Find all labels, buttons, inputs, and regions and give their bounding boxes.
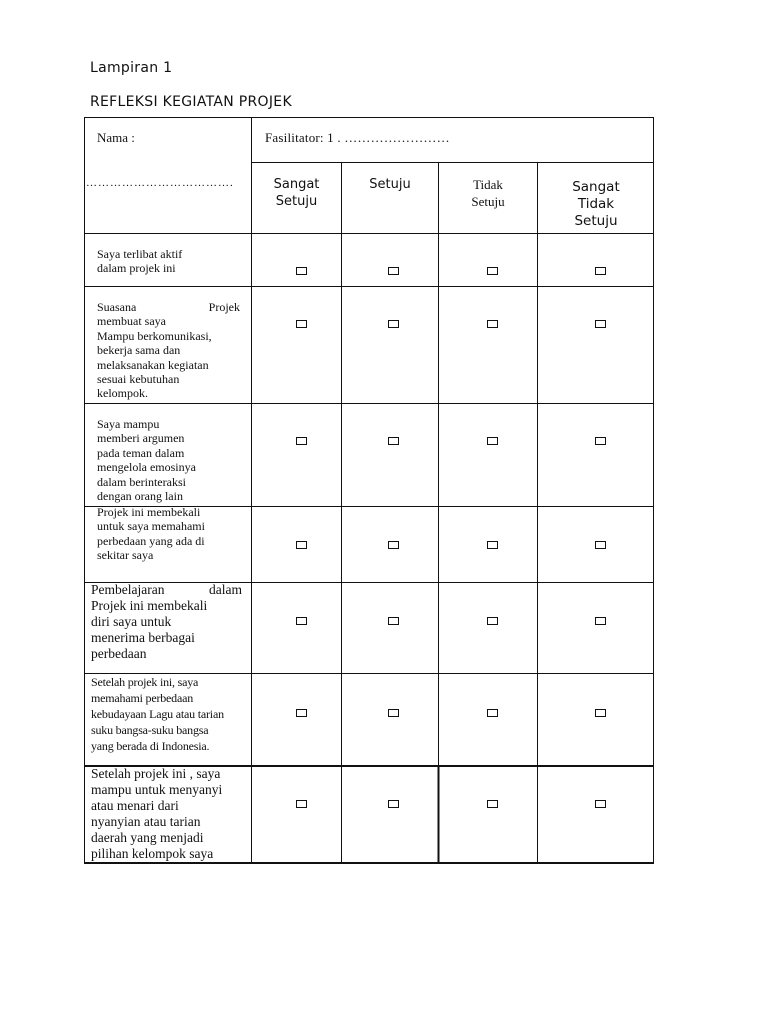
statement-line: perbedaan yang ada di bbox=[97, 533, 205, 548]
statement-line: dalam berinteraksi bbox=[97, 474, 186, 489]
column-header-line: Tidak bbox=[473, 177, 503, 192]
column-header-line: Sangat bbox=[273, 177, 320, 192]
checkbox-row1-sangat-tidak-setuju[interactable] bbox=[595, 267, 606, 275]
statement-line: Mampu berkomunikasi, bbox=[97, 328, 212, 343]
statement-line: membuat saya bbox=[97, 314, 166, 329]
statement-line: kebudayaan Lagu atau tarian bbox=[91, 707, 224, 721]
form-title: REFLEKSI KEGIATAN PROJEK bbox=[90, 94, 292, 110]
statement-1 bbox=[97, 247, 182, 276]
statement-line: melaksanakan kegiatan bbox=[97, 357, 209, 372]
checkbox-row2-tidak-setuju[interactable] bbox=[487, 320, 498, 328]
checkbox-row2-setuju[interactable] bbox=[388, 320, 399, 328]
statement-line: Suasana Projek bbox=[97, 300, 240, 314]
column-header-sangat-setuju bbox=[252, 176, 341, 210]
statement-line: perbedaan bbox=[91, 646, 147, 661]
statement-line: kelompok. bbox=[97, 386, 148, 401]
statement-line: menerima berbagai bbox=[91, 630, 195, 645]
statement-line: mampu untuk menyanyi bbox=[91, 782, 223, 797]
checkbox-row5-sangat-setuju[interactable] bbox=[296, 617, 307, 625]
statement-2 bbox=[97, 300, 240, 401]
checkbox-row1-sangat-setuju[interactable] bbox=[296, 267, 307, 275]
checkbox-row4-sangat-tidak-setuju[interactable] bbox=[595, 541, 606, 549]
statement-line: diri saya untuk bbox=[91, 614, 172, 629]
statement-5 bbox=[91, 582, 242, 662]
statement-4 bbox=[97, 505, 205, 563]
checkbox-row6-setuju[interactable] bbox=[388, 709, 399, 717]
checkbox-row5-sangat-tidak-setuju[interactable] bbox=[595, 617, 606, 625]
statement-line: sesuai kebutuhan bbox=[97, 372, 180, 387]
appendix-label: Lampiran 1 bbox=[90, 60, 173, 76]
column-header-line: Setuju bbox=[574, 213, 618, 229]
statement-line: Setelah projek ini , saya bbox=[91, 766, 221, 781]
checkbox-row3-sangat-setuju[interactable] bbox=[296, 437, 307, 445]
statement-line: Projek ini membekali bbox=[97, 505, 201, 519]
name-label: Nama : bbox=[97, 130, 135, 145]
checkbox-row6-tidak-setuju[interactable] bbox=[487, 709, 498, 717]
statement-line: pada teman dalam bbox=[97, 445, 185, 460]
statement-line: sekitar saya bbox=[97, 548, 154, 563]
checkbox-row3-sangat-tidak-setuju[interactable] bbox=[595, 437, 606, 445]
checkbox-row2-sangat-setuju[interactable] bbox=[296, 320, 307, 328]
statement-line: yang berada di Indonesia. bbox=[91, 739, 210, 753]
statement-line: suku bangsa-suku bangsa bbox=[91, 723, 209, 737]
facilitator-label: Fasilitator: 1 . …………………… bbox=[265, 130, 450, 145]
checkbox-row5-setuju[interactable] bbox=[388, 617, 399, 625]
checkbox-row7-tidak-setuju[interactable] bbox=[487, 800, 498, 808]
checkbox-row1-setuju[interactable] bbox=[388, 267, 399, 275]
statement-line: pilihan kelompok saya bbox=[91, 846, 214, 861]
statement-line: Projek ini membekali bbox=[91, 598, 208, 613]
statement-line: bekerja sama dan bbox=[97, 343, 181, 358]
checkbox-row3-setuju[interactable] bbox=[388, 437, 399, 445]
column-header-line: Setuju bbox=[471, 194, 505, 209]
statement-3 bbox=[97, 417, 196, 503]
checkbox-row7-setuju[interactable] bbox=[388, 800, 399, 808]
statement-line: atau menari dari bbox=[91, 798, 179, 813]
statement-line: Saya mampu bbox=[97, 417, 160, 431]
checkbox-row4-tidak-setuju[interactable] bbox=[487, 541, 498, 549]
checkbox-row7-sangat-tidak-setuju[interactable] bbox=[595, 800, 606, 808]
checkbox-row6-sangat-tidak-setuju[interactable] bbox=[595, 709, 606, 717]
checkbox-row5-tidak-setuju[interactable] bbox=[487, 617, 498, 625]
checkbox-row2-sangat-tidak-setuju[interactable] bbox=[595, 320, 606, 328]
statement-line: memahami perbedaan bbox=[91, 691, 194, 705]
column-header-setuju: Setuju bbox=[369, 177, 411, 192]
statement-line: Pembelajaran dalam bbox=[91, 582, 242, 597]
statement-line: memberi argumen bbox=[97, 431, 185, 446]
statement-7 bbox=[91, 766, 222, 862]
column-header-sangat-tidak-setuju bbox=[538, 179, 654, 230]
statement-line: nyanyian atau tarian bbox=[91, 814, 201, 829]
statement-6 bbox=[91, 674, 224, 754]
statement-line: dalam projek ini bbox=[97, 261, 176, 276]
checkbox-row3-tidak-setuju[interactable] bbox=[487, 437, 498, 445]
statement-line: Setelah projek ini, saya bbox=[91, 675, 199, 689]
column-header-line: Setuju bbox=[275, 194, 318, 209]
statement-line: daerah yang menjadi bbox=[91, 830, 204, 845]
column-header-tidak-setuju bbox=[439, 176, 537, 210]
checkbox-row4-sangat-setuju[interactable] bbox=[296, 541, 307, 549]
name-dotted-line[interactable]: ………………………………. bbox=[86, 177, 234, 189]
checkbox-row1-tidak-setuju[interactable] bbox=[487, 267, 498, 275]
checkbox-row4-setuju[interactable] bbox=[388, 541, 399, 549]
statement-line: untuk saya memahami bbox=[97, 519, 205, 534]
column-header-line: Sangat bbox=[572, 179, 620, 195]
checkbox-row6-sangat-setuju[interactable] bbox=[296, 709, 307, 717]
statement-line: mengelola emosinya bbox=[97, 460, 196, 475]
column-header-line: Tidak bbox=[577, 196, 615, 212]
checkbox-row7-sangat-setuju[interactable] bbox=[296, 800, 307, 808]
statement-line: dengan orang lain bbox=[97, 489, 183, 504]
statement-line: Saya terlibat aktif bbox=[97, 247, 183, 261]
